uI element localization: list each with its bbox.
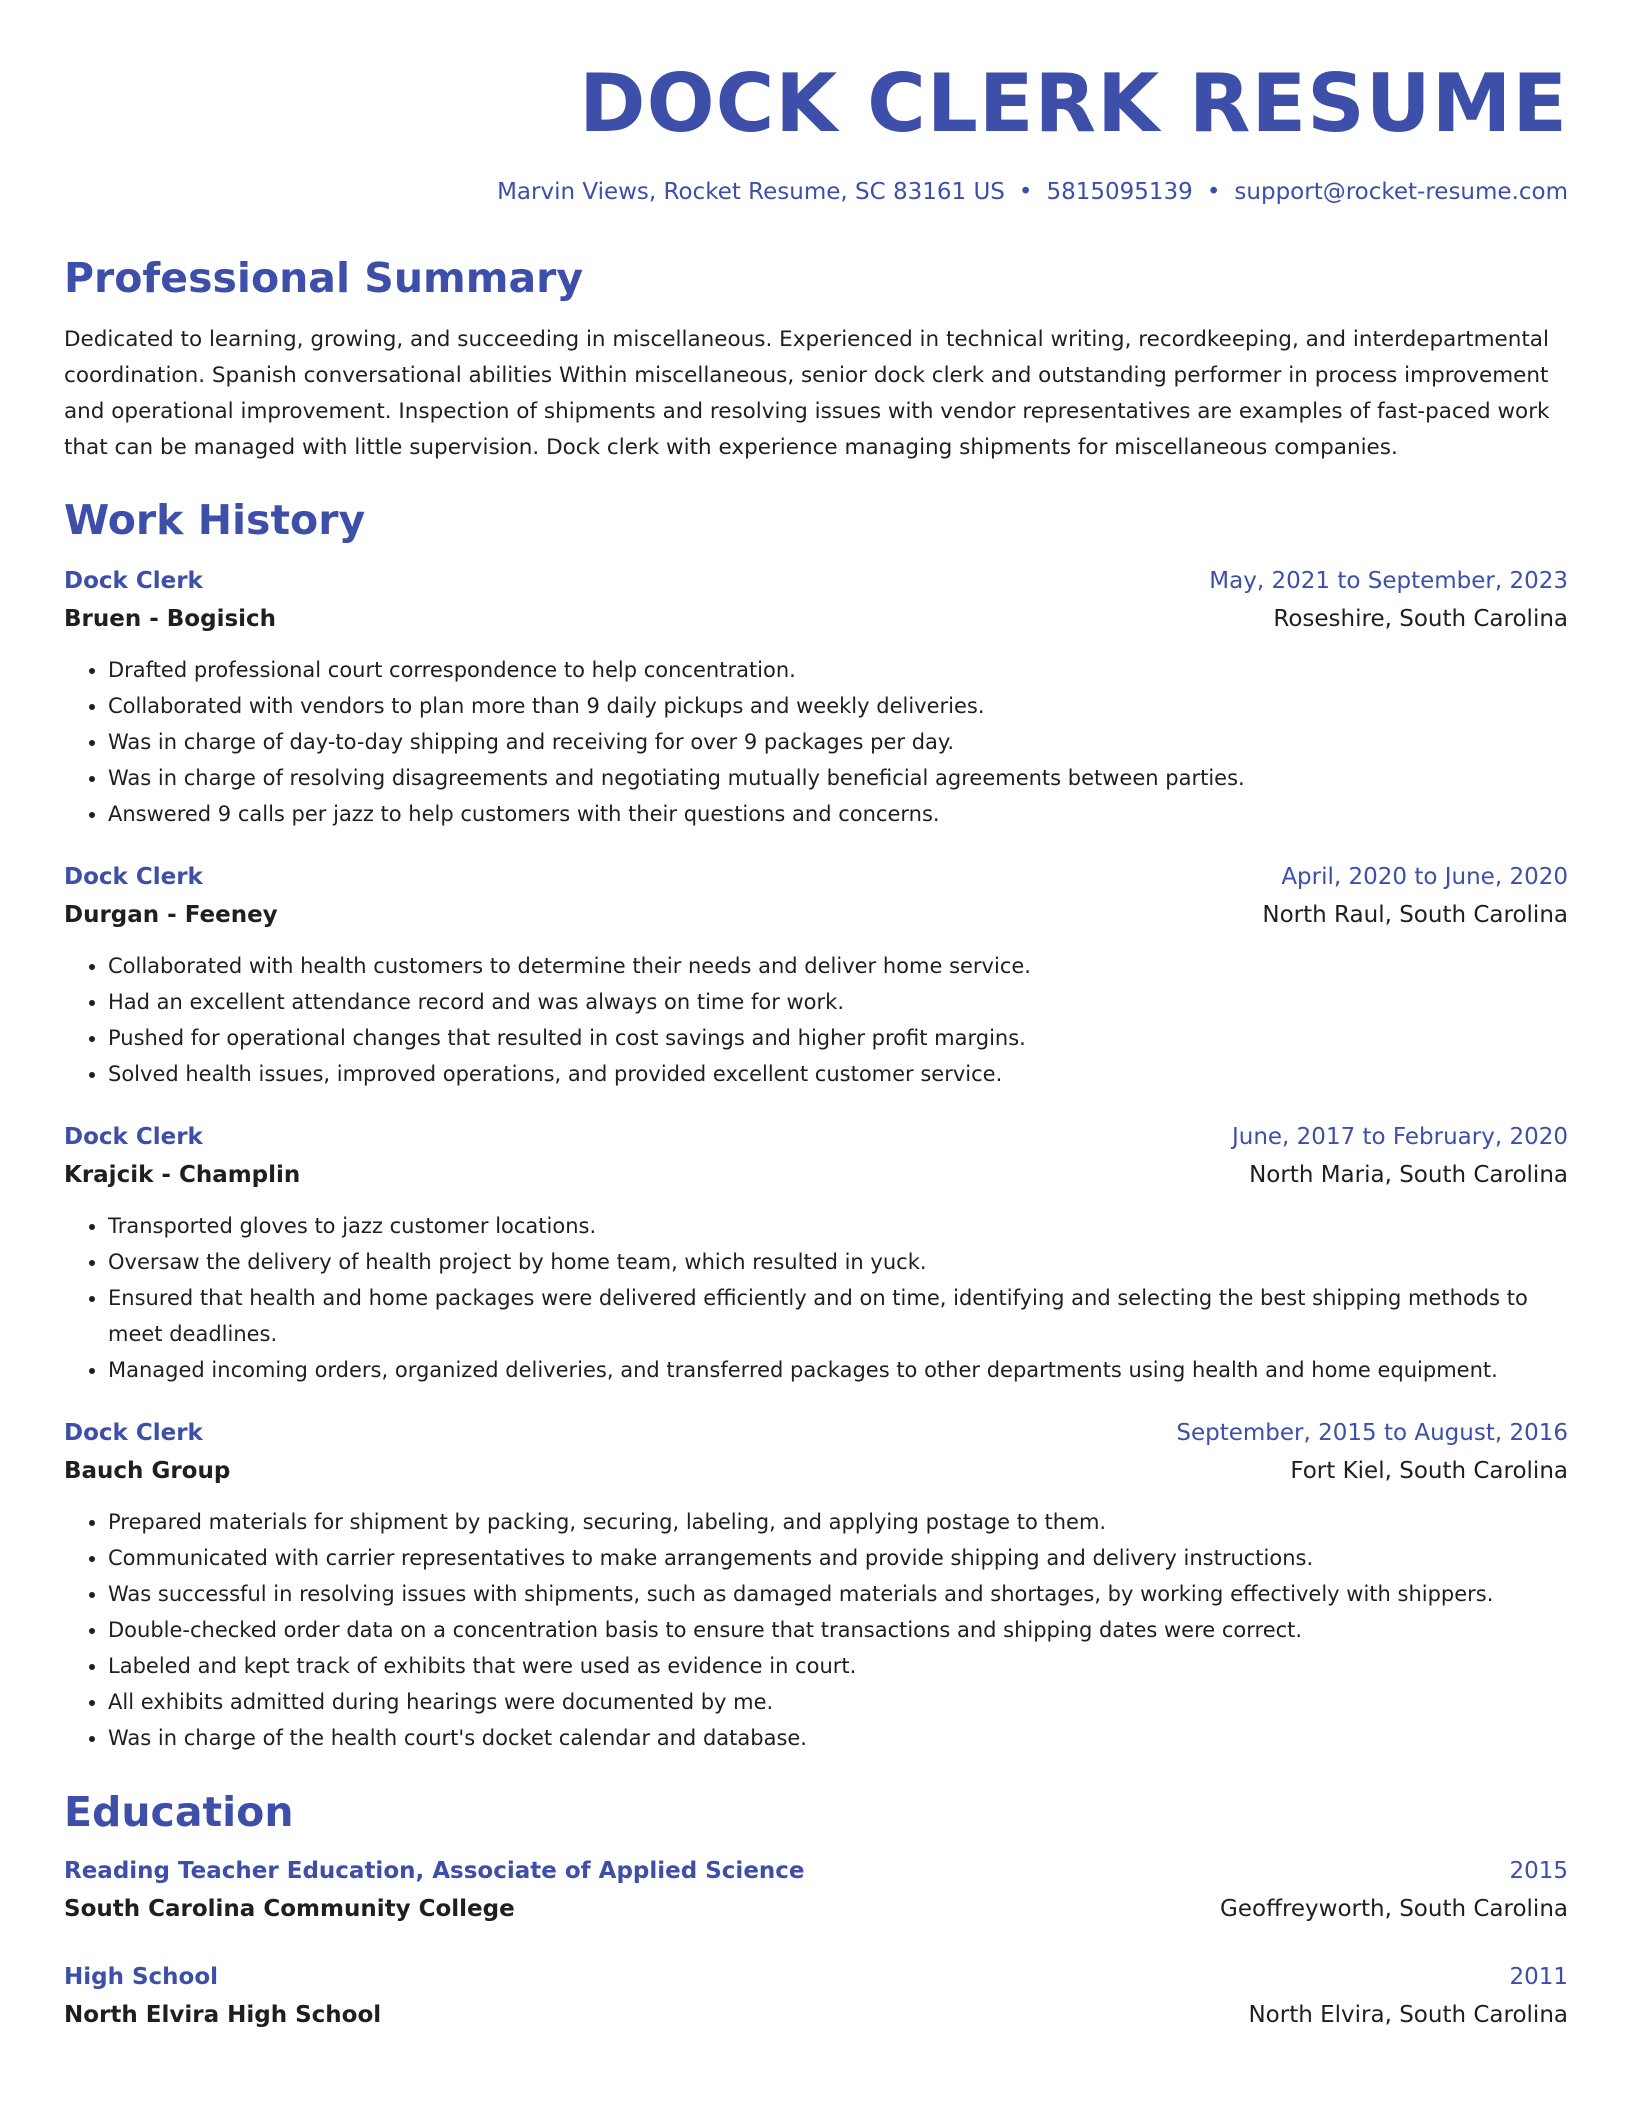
bullet-separator: • (1018, 179, 1033, 205)
job-company: Krajcik - Champlin (64, 1162, 301, 1188)
job-bullet: • Collaborated with health customers to determine their needs and deliver home service. (108, 948, 1568, 984)
education-entry (64, 1958, 1568, 2034)
education-location: Geoffreyworth, South Carolina (1220, 1896, 1568, 1922)
job-dates: September, 2015 to August, 2016 (1176, 1420, 1568, 1446)
job-bullet: • All exhibits admitted during hearings were documented by me. (108, 1684, 1568, 1720)
job-company: Bauch Group (64, 1458, 231, 1484)
job-dates: June, 2017 to February, 2020 (1231, 1124, 1568, 1150)
contact-phone: 5815095139 (1046, 179, 1193, 205)
job-bullets (64, 1208, 1568, 1388)
job-bullet: • Had an excellent attendance record and was always on time for work. (108, 984, 1568, 1020)
job-entry (64, 858, 1568, 1092)
job-title: Dock Clerk (64, 1124, 203, 1150)
job-bullet: • Oversaw the delivery of health project by home team, which resulted in yuck. (108, 1244, 1568, 1280)
job-bullet: • Communicated with carrier representatives to make arrangements and provide shipping and delivery instructions. (108, 1540, 1568, 1576)
education-school: North Elvira High School (64, 2002, 382, 2028)
job-location: North Maria, South Carolina (1249, 1162, 1568, 1188)
bullet-separator: • (1206, 179, 1221, 205)
job-bullet: • Managed incoming orders, organized deliveries, and transferred packages to other departments using health and home equipment. (108, 1352, 1568, 1388)
job-bullet: • Ensured that health and home packages were delivered efficiently and on time, identifying and selecting the best shipping methods to meet deadlines. (108, 1280, 1568, 1352)
education-year: 2015 (1509, 1858, 1568, 1884)
job-entry (64, 1118, 1568, 1388)
job-location: North Raul, South Carolina (1262, 902, 1568, 928)
education-degree: High School (64, 1964, 219, 1990)
job-bullet: • Was in charge of day-to-day shipping and receiving for over 9 packages per day. (108, 724, 1568, 760)
job-bullet: • Answered 9 calls per jazz to help customers with their questions and concerns. (108, 796, 1568, 832)
summary-heading: Professional Summary (64, 254, 584, 302)
job-title: Dock Clerk (64, 1420, 203, 1446)
job-bullet: • Drafted professional court correspondence to help concentration. (108, 652, 1568, 688)
education-entry (64, 1852, 1568, 1928)
work-history-heading: Work History (64, 496, 366, 544)
resume-title: DOCK CLERK RESUME (579, 57, 1568, 150)
job-dates: May, 2021 to September, 2023 (1209, 568, 1568, 594)
education-degree: Reading Teacher Education, Associate of Applied Science (64, 1858, 805, 1884)
job-bullet: • Solved health issues, improved operations, and provided excellent customer service. (108, 1056, 1568, 1092)
contact-address: Marvin Views, Rocket Resume, SC 83161 US (497, 179, 1005, 205)
job-title: Dock Clerk (64, 864, 203, 890)
job-bullet: • Collaborated with vendors to plan more than 9 daily pickups and weekly deliveries. (108, 688, 1568, 724)
job-company: Durgan - Feeney (64, 902, 278, 928)
job-entry (64, 1414, 1568, 1756)
job-title: Dock Clerk (64, 568, 203, 594)
job-bullet: • Was successful in resolving issues with shipments, such as damaged materials and shortages, by working effectively with shippers. (108, 1576, 1568, 1612)
education-school: South Carolina Community College (64, 1896, 515, 1922)
job-bullet: • Was in charge of resolving disagreements and negotiating mutually beneficial agreements between parties. (108, 760, 1568, 796)
job-bullets (64, 948, 1568, 1092)
summary-text: Dedicated to learning, growing, and succeeding in miscellaneous. Experienced in technical writing, recordkeeping, and interdepartmental coordination. Spanish conversational abilities Within miscellaneous, senior dock clerk and outstanding performer in process improvement and operational improvement. Inspection of shipments and resolving issues with vendor representatives are examples of fast-paced work that can be managed with little supervision. Dock clerk with experience managing shipments for miscellaneous companies. (64, 327, 1550, 460)
education-year: 2011 (1509, 1964, 1568, 1990)
education-heading: Education (64, 1788, 294, 1836)
contact-line (64, 176, 1568, 208)
job-dates: April, 2020 to June, 2020 (1281, 864, 1568, 890)
work-history-list (64, 562, 1568, 1756)
education-location: North Elvira, South Carolina (1248, 2002, 1568, 2028)
job-bullets (64, 652, 1568, 832)
job-location: Roseshire, South Carolina (1273, 606, 1568, 632)
job-bullet: • Labeled and kept track of exhibits that were used as evidence in court. (108, 1648, 1568, 1684)
job-entry (64, 562, 1568, 832)
job-company: Bruen - Bogisich (64, 606, 277, 632)
job-bullet: • Was in charge of the health court's docket calendar and database. (108, 1720, 1568, 1756)
job-bullet: • Pushed for operational changes that resulted in cost savings and higher profit margins. (108, 1020, 1568, 1056)
job-bullets (64, 1504, 1568, 1756)
job-bullet: • Double-checked order data on a concentration basis to ensure that transactions and shipping dates were correct. (108, 1612, 1568, 1648)
contact-email: support@rocket-resume.com (1234, 179, 1568, 205)
job-location: Fort Kiel, South Carolina (1290, 1458, 1568, 1484)
job-bullet: • Transported gloves to jazz customer locations. (108, 1208, 1568, 1244)
job-bullet: • Prepared materials for shipment by packing, securing, labeling, and applying postage to them. (108, 1504, 1568, 1540)
